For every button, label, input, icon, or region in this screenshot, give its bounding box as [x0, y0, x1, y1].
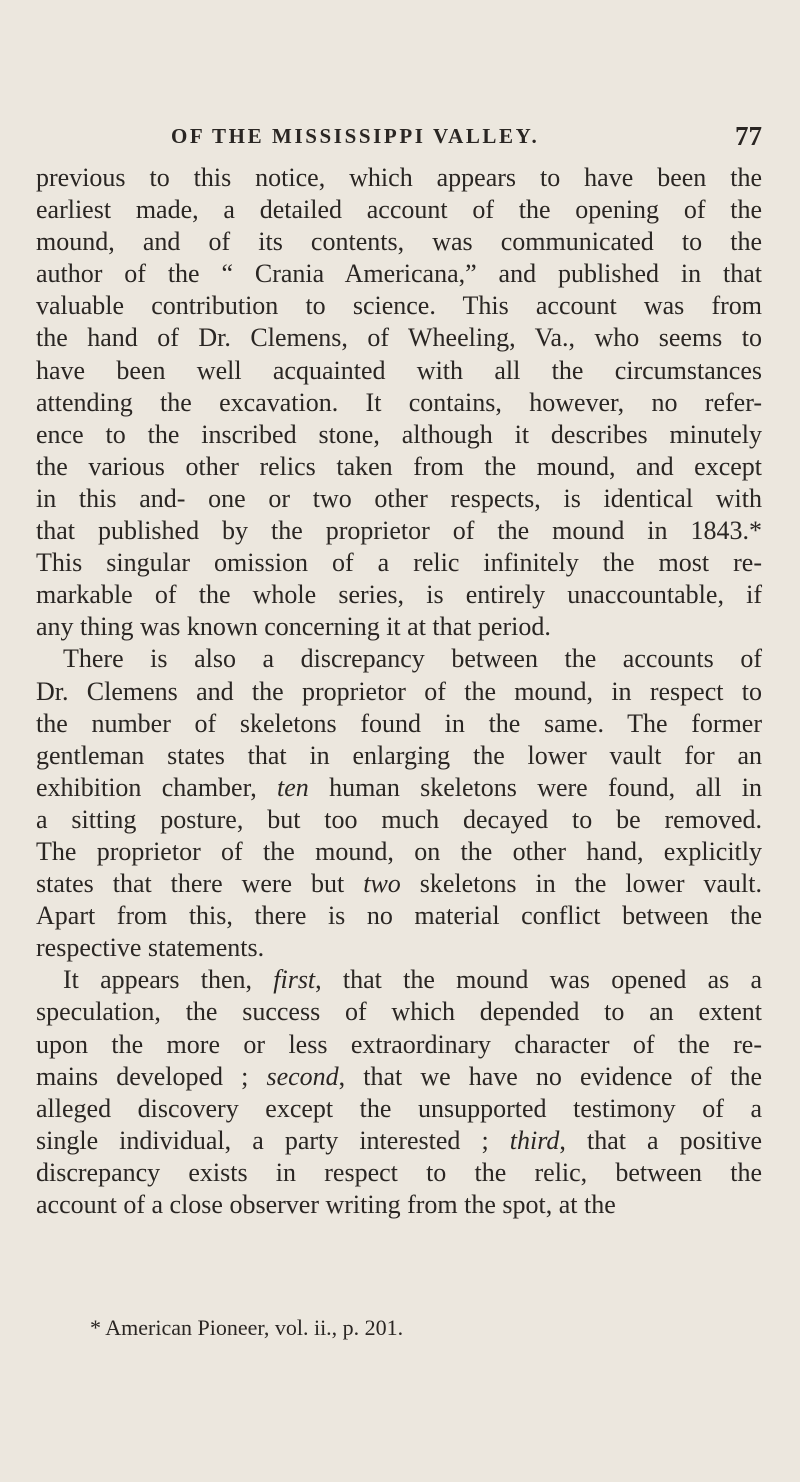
text-line [36, 1093, 762, 1125]
page-number: 77 [735, 121, 762, 151]
text-run: mound, and of its contents, was communicated to the [36, 227, 762, 257]
text-line [36, 611, 762, 643]
text-run: Dr. Clemens and the proprietor of the mound, in respect to [36, 676, 762, 706]
text-run: a sitting posture, but too much decayed to be removed. [36, 804, 762, 834]
text-run: respective statements. [36, 933, 265, 963]
text-line [36, 451, 762, 483]
text-run: There is also a discrepancy between the accounts of [63, 644, 762, 674]
text-run: single individual, a party interested ; [36, 1125, 510, 1155]
text-run: any thing was known concerning it at that period. [36, 612, 551, 642]
text-run: the various other relics taken from the mound, and except [36, 451, 762, 481]
text-run: markable of the whole series, is entirely unaccountable, if [36, 580, 762, 610]
body-text [36, 162, 762, 1221]
text-line [36, 1157, 762, 1189]
italic-word: second [266, 1061, 339, 1091]
text-run: This singular omission of a relic infinitely the most re- [36, 548, 762, 578]
text-run: gentleman states that in enlarging the lower vault for an [36, 740, 762, 770]
text-line [36, 387, 762, 419]
text-line [36, 996, 762, 1028]
italic-word: two [363, 869, 401, 899]
text-run: The proprietor of the mound, on the other hand, explicitly [36, 836, 762, 866]
italic-word: ten [277, 772, 309, 802]
text-line [36, 1061, 762, 1093]
text-run: in this and- one or two other respects, is identical with [36, 483, 762, 513]
italic-word: first [273, 965, 316, 995]
text-run: ence to the inscribed stone, although it describes minutely [36, 419, 762, 449]
text-line [36, 868, 762, 900]
text-line [36, 772, 762, 804]
text-run: alleged discovery except the unsupported testimony of a [36, 1093, 762, 1123]
text-run: states that there were but [36, 869, 364, 899]
text-run: author of the “ Crania Americana,” and published in that [36, 259, 762, 289]
text-run: , that the mound was opened as a [315, 965, 762, 995]
text-line [36, 483, 762, 515]
text-line [36, 355, 762, 387]
text-line [36, 964, 762, 996]
text-run: , that we have no evidence of the [338, 1061, 762, 1091]
text-run: that published by the proprietor of the mound in 1843.* [36, 516, 762, 546]
text-run: skeletons in the lower vault. [400, 869, 762, 899]
text-run: have been well acquainted with all the circumstances [36, 355, 762, 385]
running-head [36, 118, 762, 154]
text-run: discrepancy exists in respect to the relic, between the [36, 1157, 762, 1187]
text-line [36, 547, 762, 579]
text-line [36, 226, 762, 258]
text-line [36, 708, 762, 740]
text-line [36, 900, 762, 932]
text-run: exhibition chamber, [36, 772, 277, 802]
text-line [36, 740, 762, 772]
text-run: mains developed ; [36, 1061, 267, 1091]
text-line [36, 643, 762, 675]
text-line [36, 676, 762, 708]
text-run: the number of skeletons found in the same. The former [36, 708, 762, 738]
text-run: account of a close observer writing from the spot, at the [36, 1190, 616, 1219]
text-line [36, 515, 762, 547]
text-run: previous to this notice, which appears to have been the [36, 163, 762, 192]
text-run: It appears then, [63, 965, 274, 995]
text-run: , that a positive [559, 1125, 763, 1155]
text-run: human skeletons were found, all in [308, 772, 762, 802]
italic-word: third [509, 1125, 560, 1155]
text-line [36, 419, 762, 451]
text-run: upon the more or less extraordinary character of the re- [36, 1029, 762, 1059]
text-run: attending the excavation. It contains, however, no refer- [36, 387, 762, 417]
text-line [36, 1125, 762, 1157]
text-line [36, 1029, 762, 1061]
text-line [36, 836, 762, 868]
text-line [36, 194, 762, 226]
footnote: * American Pioneer, vol. ii., p. 201. [90, 1315, 404, 1340]
text-line [36, 290, 762, 322]
running-title: OF THE MISSISSIPPI VALLEY. [171, 124, 540, 148]
text-line [36, 932, 762, 964]
text-line [36, 258, 762, 290]
text-line [36, 579, 762, 611]
text-line [36, 162, 762, 194]
text-line [36, 1189, 762, 1221]
text-run: the hand of Dr. Clemens, of Wheeling, Va., who seems to [36, 323, 762, 353]
text-run: earliest made, a detailed account of the opening of the [36, 195, 762, 225]
text-line [36, 322, 762, 354]
text-run: valuable contribution to science. This account was from [36, 291, 762, 321]
text-run: speculation, the success of which depended to an extent [36, 997, 762, 1027]
text-run: Apart from this, there is no material conflict between the [36, 901, 762, 931]
text-line [36, 804, 762, 836]
